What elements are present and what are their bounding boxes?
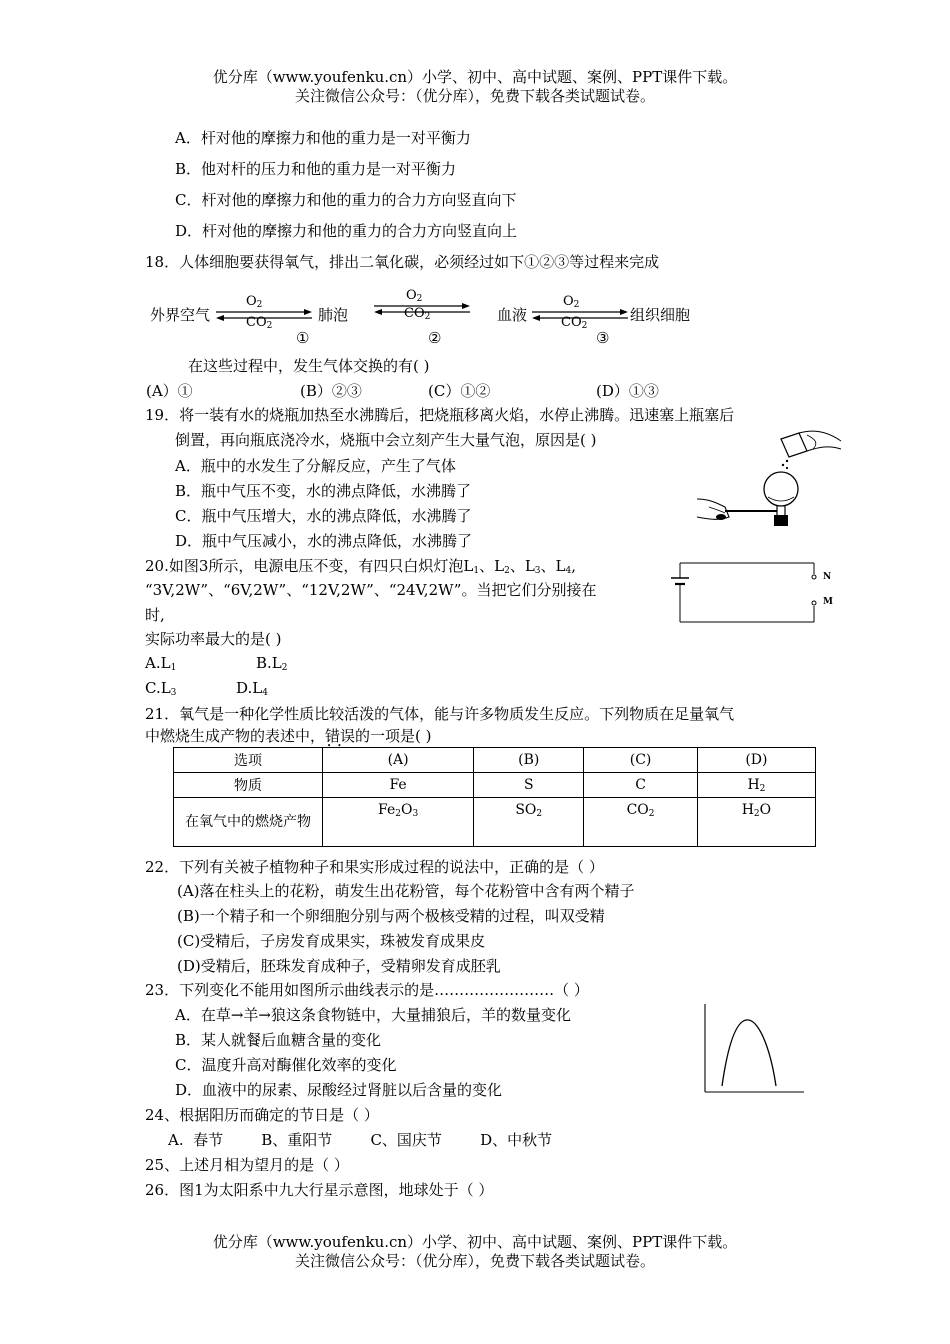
table-cell: $H_2O$ <box>697 798 815 847</box>
q21-stem-1: 21．氧气是一种化学性质比较活泼的气体，能与许多物质发生反应。下列物质在足量氧气 <box>145 705 735 723</box>
q19-stem-1: 19．将一装有水的烧瓶加热至水沸腾后，把烧瓶移离火焰，水停止沸腾。迅速塞上瓶塞后 <box>145 406 735 424</box>
q19-option-a: A．瓶中的水发生了分解反应，产生了气体 <box>175 457 456 475</box>
q18-arrows-2 <box>372 302 472 316</box>
q22-option-c: (C)受精后，子房发育成果实，珠被发育成果皮 <box>177 932 486 950</box>
q19-option-d: D．瓶中气压减小，水的沸点降低，水沸腾了 <box>175 532 473 550</box>
q18-option-a: (A）① <box>146 382 193 400</box>
q18-num-3: ③ <box>596 329 610 347</box>
q20-stem-1: 20.如图3所示，电源电压不变，有四只白炽灯泡$L_1$、$L_2$、$L_3$、$L_4$, <box>145 557 576 576</box>
table-cell: (B) <box>474 748 584 773</box>
q18-stem: 18．人体细胞要获得氧气，排出二氧化碳，必须经过如下①②③等过程来完成 <box>145 253 660 271</box>
table-cell: $H_2$ <box>697 773 815 798</box>
q18-o2-label-2: $O_2$ <box>406 288 423 304</box>
q22-option-b: (B)一个精子和一个卵细胞分别与两个极核受精的过程，叫双受精 <box>177 907 605 925</box>
header-line-2: 关注微信公众号：（优分库），免费下载各类试题试卷。 <box>294 87 655 105</box>
q17-option-d: D．杆对他的摩擦力和他的重力的合力方向竖直向上 <box>175 222 518 240</box>
q17-option-a: A．杆对他的摩擦力和他的重力是一对平衡力 <box>175 129 471 147</box>
q18-arrows-3 <box>530 308 630 322</box>
q20-option-b: $B.L_2$ <box>256 654 288 673</box>
curve-graph <box>700 1004 806 1094</box>
table-cell: 选项 <box>174 748 323 773</box>
q21-stem-2: 中燃烧生成产物的表述中，错误 • •的一项是( ) <box>145 725 432 746</box>
circuit-diagram <box>668 560 818 630</box>
q18-label-lung: 肺泡 <box>318 306 349 324</box>
table-cell: Fe <box>323 773 474 798</box>
q23-option-c: C．温度升高对酶催化效率的变化 <box>175 1056 397 1074</box>
q21-table <box>173 747 816 847</box>
table-cell: (D) <box>697 748 815 773</box>
q20-stem-2: “3V,2W”、“6V,2W”、“12V,2W”、“24V,2W”。当把它们分别接在 <box>145 581 597 599</box>
q20-option-a: $A.L_1$ <box>145 654 177 673</box>
q19-stem-2: 倒置，再向瓶底浇冷水，烧瓶中会立刻产生大量气泡，原因是( ) <box>175 431 597 449</box>
table-cell: C <box>584 773 698 798</box>
q23-stem: 23．下列变化不能用如图所示曲线表示的是……………………（ ） <box>145 981 589 999</box>
q20-option-c: $C.L_3$ <box>145 679 177 698</box>
footer-line-2: 关注微信公众号：（优分库），免费下载各类试题试卷。 <box>294 1252 655 1270</box>
q22-option-a: (A)落在柱头上的花粉，萌发生出花粉管，每个花粉管中含有两个精子 <box>177 882 635 900</box>
table-row <box>174 798 816 847</box>
q22-option-d: (D)受精后，胚珠发育成种子，受精卵发育成胚乳 <box>177 957 501 975</box>
q25-stem: 25、上述月相为望月的是（ ） <box>145 1156 349 1174</box>
emphasis-mark: 错误 • • <box>325 727 355 745</box>
table-cell: 物质 <box>174 773 323 798</box>
q19-option-c: C．瓶中气压增大，水的沸点降低，水沸腾了 <box>175 507 472 525</box>
table-row <box>174 748 816 773</box>
table-cell: (C) <box>584 748 698 773</box>
q19-option-b: B．瓶中气压不变，水的沸点降低，水沸腾了 <box>175 482 472 500</box>
terminal-n-label: N <box>823 572 832 582</box>
q17-option-b: B．他对杆的压力和他的重力是一对平衡力 <box>175 160 457 178</box>
flask-illustration <box>695 425 845 530</box>
header-line-1: 优分库（www.youfenku.cn）小学、初中、高中试题、案例、PPT课件下载。 <box>212 68 738 86</box>
q18-question: 在这些过程中，发生气体交换的有( ) <box>188 357 430 375</box>
q18-option-d: (D）①③ <box>596 382 659 400</box>
q18-o2-label-1: $O_2$ <box>246 294 263 310</box>
table-cell: $SO_2$ <box>474 798 584 847</box>
q18-label-air: 外界空气 <box>150 306 211 324</box>
q20-stem-4: 实际功率最大的是( ) <box>145 630 282 648</box>
footer-line-1: 优分库（www.youfenku.cn）小学、初中、高中试题、案例、PPT课件下载。 <box>212 1233 738 1251</box>
q18-o2-label-3: $O_2$ <box>563 294 580 310</box>
table-cell: S <box>474 773 584 798</box>
table-cell: 在氧气中的燃烧产物 <box>174 798 323 847</box>
q18-co2-label-3: $CO_2$ <box>561 315 588 331</box>
q18-label-tissue: 组织细胞 <box>630 306 691 324</box>
q18-co2-label-1: $CO_2$ <box>246 315 273 331</box>
q18-num-2: ② <box>428 329 442 347</box>
q18-label-blood: 血液 <box>497 306 528 324</box>
q18-option-b: (B）②③ <box>300 382 362 400</box>
q20-stem-3: 时, <box>145 606 165 624</box>
q23-option-b: B．某人就餐后血糖含量的变化 <box>175 1031 382 1049</box>
table-cell: $Fe_2O_3$ <box>323 798 474 847</box>
table-cell: $CO_2$ <box>584 798 698 847</box>
q18-option-c: (C）①② <box>428 382 491 400</box>
terminal-m-label: M <box>823 597 833 607</box>
q17-option-c: C．杆对他的摩擦力和他的重力的合力方向竖直向下 <box>175 191 517 209</box>
table-row <box>174 773 816 798</box>
q23-option-d: D．血液中的尿素、尿酸经过肾脏以后含量的变化 <box>175 1081 503 1099</box>
q18-num-1: ① <box>296 329 310 347</box>
q20-option-d: $D.L_4$ <box>236 679 268 698</box>
q24-options: A. 春节 B、重阳节 C、国庆节 D、中秋节 <box>168 1131 553 1149</box>
q24-stem: 24、根据阳历而确定的节日是（ ） <box>145 1106 379 1124</box>
q23-option-a: A．在草→羊→狼这条食物链中，大量捕狼后，羊的数量变化 <box>175 1006 571 1024</box>
q22-stem: 22．下列有关被子植物种子和果实形成过程的说法中，正确的是（ ） <box>145 858 604 876</box>
q18-arrows-1 <box>214 308 314 322</box>
q18-co2-label-2: $CO_2$ <box>404 306 431 322</box>
table-cell: (A) <box>323 748 474 773</box>
q26-stem: 26．图1为太阳系中九大行星示意图，地球处于（ ） <box>145 1181 494 1199</box>
